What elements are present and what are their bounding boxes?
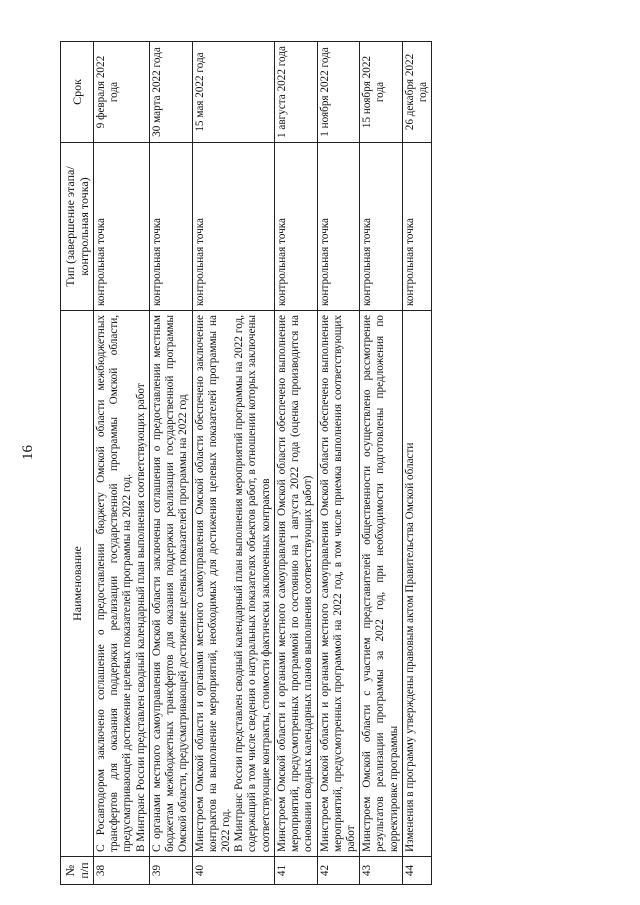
table-row bbox=[360, 42, 403, 885]
row-description bbox=[274, 311, 317, 857]
row-type: контрольная точка bbox=[192, 143, 274, 311]
row-type: контрольная точка bbox=[317, 143, 360, 311]
header-type: Тип (завершение этапа/контрольная точка) bbox=[61, 143, 94, 311]
description-paragraph: Минстроем Омской области и органами местного самоуправления Омской области обеспечено выполнение мероприятий, предусмотренных программой по состоянию на 1 августа 2022 года (оценка производится на основании сводных календарных планов выполнения соответствующих работ) bbox=[275, 315, 315, 852]
schedule-table bbox=[60, 41, 432, 885]
description-paragraph: Минстроем Омской области с участием представителей общественности осуществлено рассмотрение результатов реализации программы за 2022 год, при необходимости подготовлены предложения по корректировке программы bbox=[361, 315, 400, 852]
row-description bbox=[192, 311, 274, 857]
description-paragraph: Минстроем Омской области и органами местного самоуправления Омской области обеспечено заключение контрактов на выполнение мероприятий, необходимых для достижения целевых показателей программы на 2022 год. bbox=[193, 315, 232, 852]
row-deadline: 15 мая 2022 года bbox=[192, 42, 274, 143]
header-num: № п/п bbox=[61, 857, 94, 885]
row-number: 42 bbox=[317, 857, 360, 885]
row-deadline: 1 ноября 2022 года bbox=[317, 42, 360, 143]
row-number: 41 bbox=[274, 857, 317, 885]
row-number: 39 bbox=[149, 857, 192, 885]
row-number: 40 bbox=[192, 857, 274, 885]
header-date: Срок bbox=[61, 42, 94, 143]
row-description bbox=[402, 311, 431, 857]
table-row bbox=[402, 42, 431, 885]
row-type: контрольная точка bbox=[402, 143, 431, 311]
row-deadline: 15 ноября 2022 года bbox=[360, 42, 403, 143]
table-row bbox=[94, 42, 150, 885]
row-deadline: 30 марта 2022 года bbox=[149, 42, 192, 143]
row-description bbox=[94, 311, 150, 857]
row-deadline: 26 декабря 2022 года bbox=[402, 42, 431, 143]
row-number: 44 bbox=[402, 857, 431, 885]
row-description bbox=[317, 311, 360, 857]
description-paragraph: В Минтранс России представлен сводный календарный план выполнения мероприятий программы на 2022 год, содержащий в том числе сведения о натуральных показателях объектов работ, в отношении которых заключены соответствующие контракты, стоимости фактически заключенных контрактов bbox=[233, 315, 272, 852]
row-number: 43 bbox=[360, 857, 403, 885]
table-row bbox=[192, 42, 274, 885]
table-row bbox=[149, 42, 192, 885]
table-header-row bbox=[61, 42, 94, 885]
row-deadline: 1 августа 2022 года bbox=[274, 42, 317, 143]
page-number: 16 bbox=[20, 445, 36, 460]
table-row bbox=[274, 42, 317, 885]
description-paragraph: С Росавтодором заключено соглашение о предоставлении бюджету Омской области межбюджетных трансфертов для оказания поддержки реализации государственной программы Омской области, предусматривающей достижение целевых показателей программы на 2022 год. bbox=[95, 315, 134, 852]
row-description bbox=[360, 311, 403, 857]
row-description bbox=[149, 311, 192, 857]
row-type: контрольная точка bbox=[274, 143, 317, 311]
header-name: Наименование bbox=[61, 311, 94, 857]
table-body bbox=[94, 42, 432, 885]
table-row bbox=[317, 42, 360, 885]
row-type: контрольная точка bbox=[94, 143, 150, 311]
description-paragraph: Изменения в программу утверждены правовым актом Правительства Омской области bbox=[403, 442, 416, 852]
row-deadline: 9 февраля 2022 года bbox=[94, 42, 150, 143]
description-paragraph: С органами местного самоуправления Омской области заключены соглашения о предоставлении местным бюджетам межбюджетных трансфертов для оказания поддержки реализации государственной программы Омской области, предусматривающей достижение целевых показателей программы на 2022 год bbox=[150, 315, 190, 852]
description-paragraph: В Минтранс России представлен сводный календарный план выполнения соответствующих работ bbox=[134, 383, 147, 852]
description-paragraph: Минстроем Омской области и органами местного самоуправления Омской области обеспечено выполнение мероприятий, предусмотренных программой на 2022 год, в том числе приемка выполнения соответствующих работ bbox=[318, 315, 357, 852]
row-type: контрольная точка bbox=[149, 143, 192, 311]
row-type: контрольная точка bbox=[360, 143, 403, 311]
row-number: 38 bbox=[94, 857, 150, 885]
